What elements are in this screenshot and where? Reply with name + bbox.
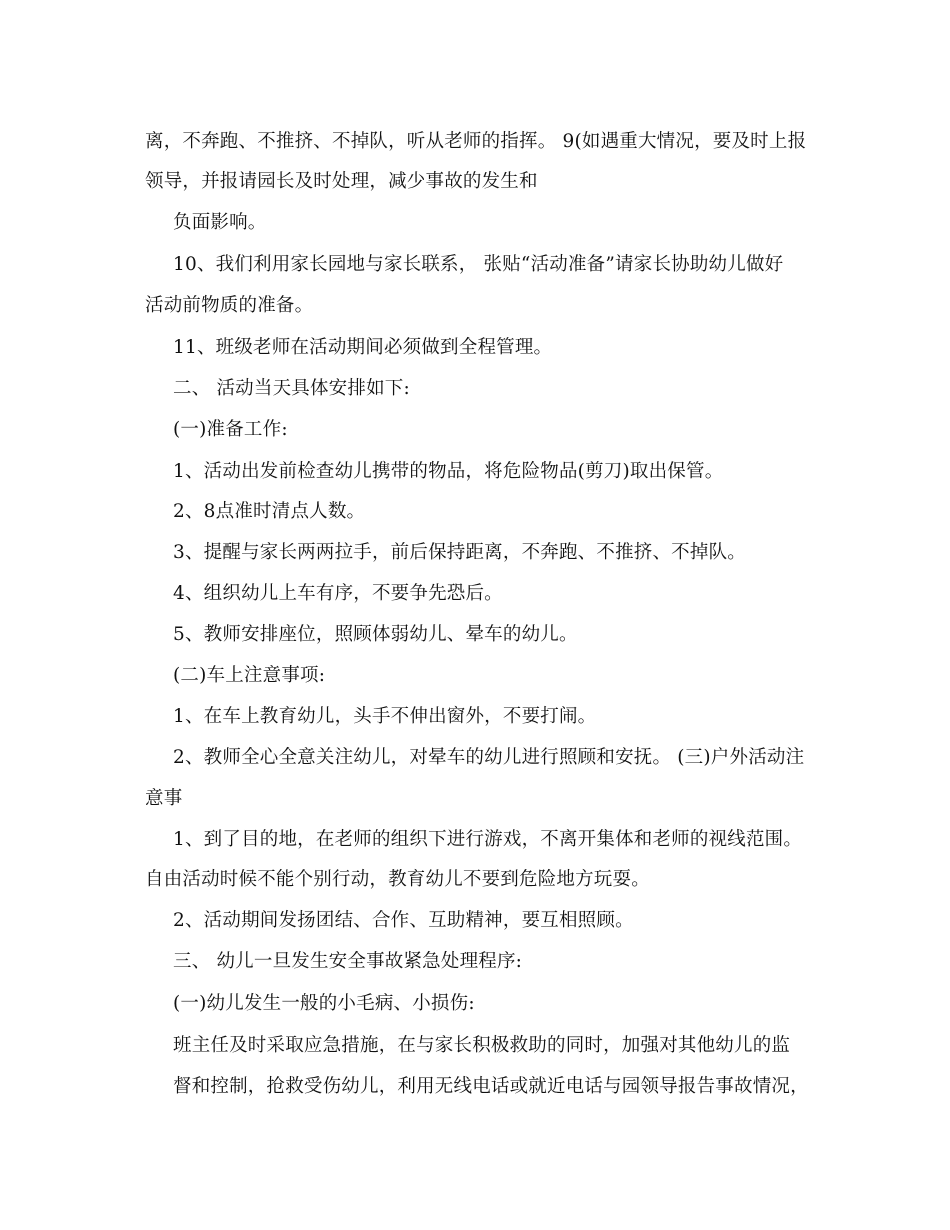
paragraph-line: 自由活动时候不能个别行动，教育幼儿不要到危险地方玩耍。 [145,869,650,890]
paragraph-line: 班主任及时采取应急措施，在与家长积极救助的同时，加强对其他幼儿的监 [173,1035,791,1056]
paragraph-line: 10、我们利用家长园地与家长联系， 张贴“活动准备”请家长协助幼儿做好 [173,254,784,275]
subsection-heading: (一)幼儿发生一般的小毛病、小损伤: [173,993,475,1014]
section-heading: 三、 幼儿一旦发生安全事故紧急处理程序: [173,951,523,972]
list-item: 3、提醒与家长两两拉手，前后保持距离，不奔跑、不推挤、不掉队。 [173,542,746,563]
list-item: 2、教师全心全意关注幼儿，对晕车的幼儿进行照顾和安抚。 (三)户外活动注 [173,747,805,768]
list-item: 5、教师安排座位，照顾体弱幼儿、晕车的幼儿。 [173,624,578,645]
list-item: 4、组织幼儿上车有序，不要争先恐后。 [173,583,503,604]
list-item: 2、8点准时清点人数。 [173,501,366,522]
paragraph-line: 领导，并报请园长及时处理，减少事故的发生和 [145,171,538,192]
list-item: 1、活动出发前检查幼儿携带的物品，将危险物品(剪刀)取出保管。 [173,461,724,482]
paragraph-line: 督和控制，抢救受伤幼儿，利用无线电话或就近电话与园领导报告事故情况， [173,1076,809,1097]
list-item: 2、活动期间发扬团结、合作、互助精神，要互相照顾。 [173,910,634,931]
section-heading: 二、 活动当天具体安排如下: [173,378,410,399]
subsection-heading: (二)车上注意事项: [173,665,326,686]
paragraph-line: 负面影响。 [173,212,267,233]
subsection-heading: (一)准备工作: [173,419,288,440]
list-item: 1、在车上教育幼儿，头手不伸出窗外，不要打闹。 [173,706,597,727]
paragraph-line: 意事 [145,788,183,809]
paragraph-line: 11、班级老师在活动期间必须做到全程管理。 [173,337,553,358]
list-item: 1、到了目的地，在老师的组织下进行游戏，不离开集体和老师的视线范围。 [173,829,803,850]
paragraph-line: 活动前物质的准备。 [145,295,314,316]
paragraph-line: 离，不奔跑、不推挤、不掉队，听从老师的指挥。 9(如遇重大情况，要及时上报 [145,131,807,152]
